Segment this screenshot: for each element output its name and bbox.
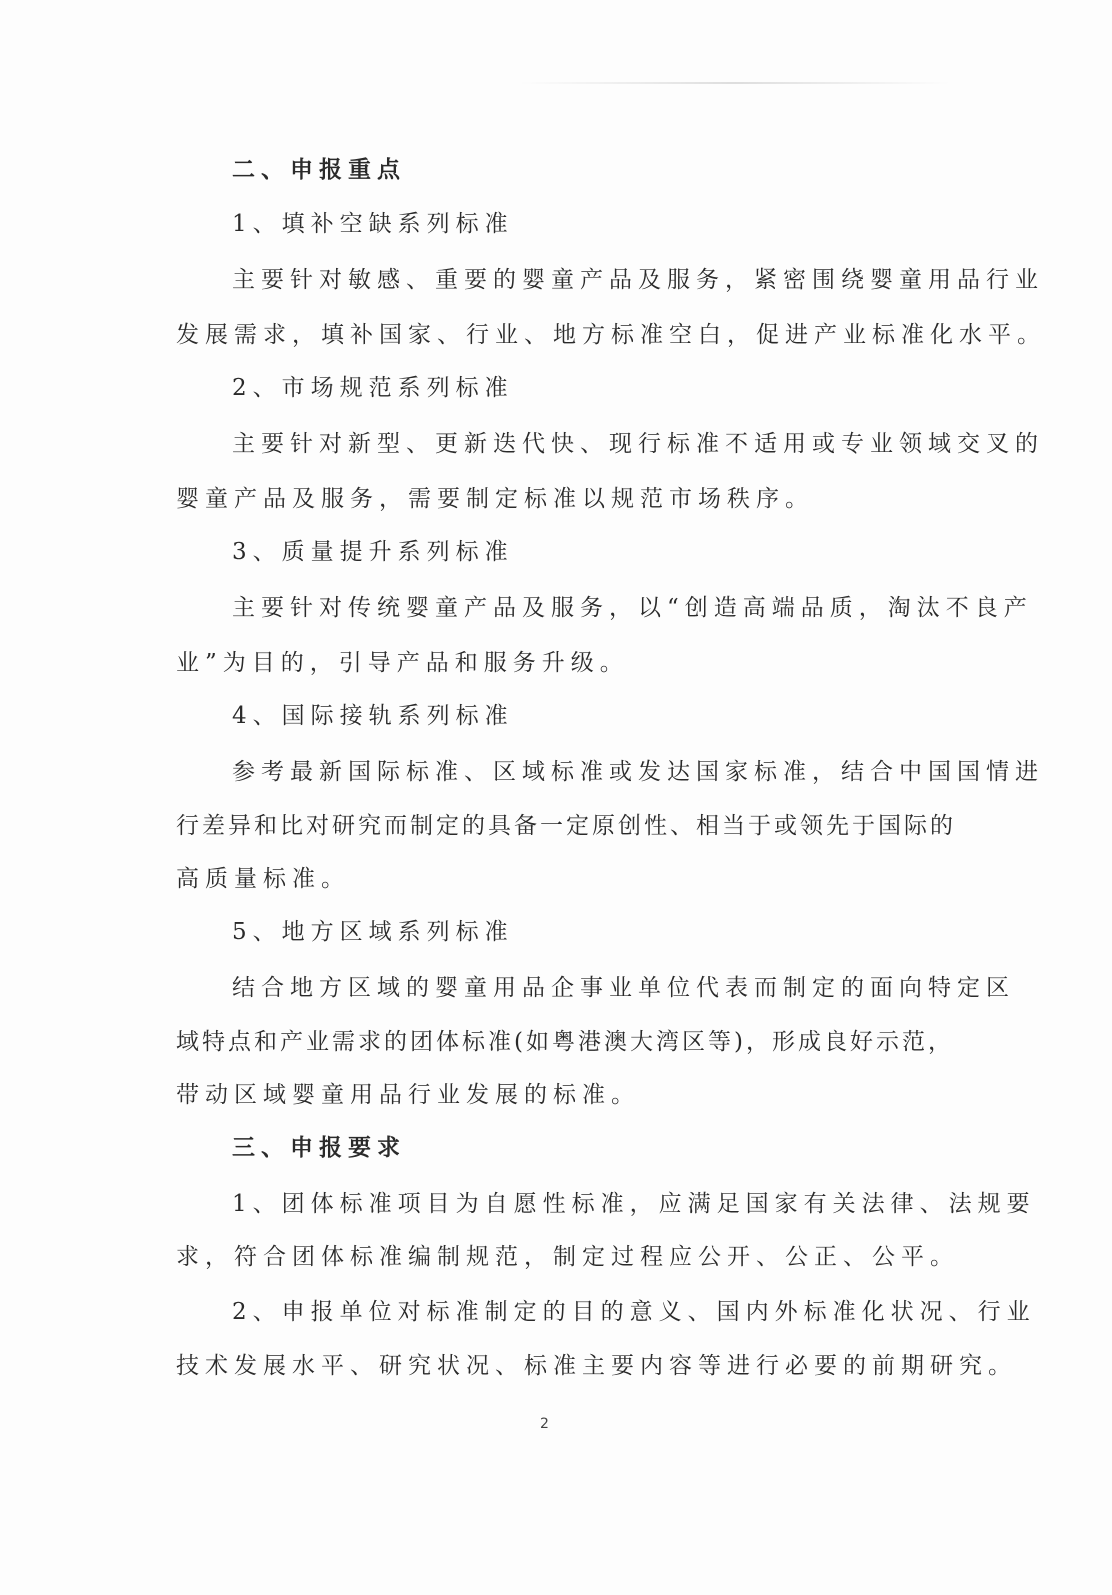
item-title-3: 3、质量提升系列标准 [232, 539, 514, 565]
item-title-5: 5、地方区域系列标准 [232, 919, 514, 945]
paragraph-line: 主要针对新型、更新迭代快、现行标准不适用或专业领域交叉的 [232, 431, 1044, 457]
item-title-1: 1、填补空缺系列标准 [232, 211, 514, 237]
paragraph-line: 婴童产品及服务，需要制定标准以规范市场秩序。 [176, 486, 814, 512]
paragraph-line: 1、团体标准项目为自愿性标准，应满足国家有关法律、法规要 [232, 1191, 1036, 1217]
paragraph-line: 域特点和产业需求的团体标准(如粤港澳大湾区等)，形成良好示范， [176, 1029, 954, 1055]
paragraph-line: 技术发展水平、研究状况、标准主要内容等进行必要的前期研究。 [176, 1353, 1017, 1379]
section-heading-3: 三、申报要求 [232, 1134, 406, 1161]
section-heading-2: 二、申报重点 [232, 156, 406, 183]
paragraph-line: 主要针对敏感、重要的婴童产品及服务，紧密围绕婴童用品行业 [232, 267, 1044, 293]
item-title-2: 2、市场规范系列标准 [232, 375, 514, 401]
paragraph-line: 2、申报单位对标准制定的目的意义、国内外标准化状况、行业 [232, 1299, 1036, 1325]
item-title-4: 4、国际接轨系列标准 [232, 703, 514, 729]
paragraph-line: 求，符合团体标准编制规范，制定过程应公开、公正、公平。 [176, 1244, 959, 1270]
paragraph-line: 主要针对传统婴童产品及服务，以“创造高端品质，淘汰不良产 [232, 595, 1033, 621]
paragraph-line: 带动区域婴童用品行业发展的标准。 [176, 1082, 640, 1108]
page-number: 2 [540, 1416, 549, 1432]
scan-artifact-line [520, 82, 950, 84]
paragraph-line: 参考最新国际标准、区域标准或发达国家标准，结合中国国情进 [232, 759, 1044, 785]
paragraph-line: 结合地方区域的婴童用品企事业单位代表而制定的面向特定区 [232, 975, 1015, 1001]
paragraph-line: 发展需求，填补国家、行业、地方标准空白，促进产业标准化水平。 [176, 322, 1046, 348]
paragraph-line: 业”为目的，引导产品和服务升级。 [176, 650, 629, 676]
paragraph-line: 高质量标准。 [176, 866, 350, 892]
paragraph-line: 行差异和比对研究而制定的具备一定原创性、相当于或领先于国际的 [176, 813, 956, 839]
